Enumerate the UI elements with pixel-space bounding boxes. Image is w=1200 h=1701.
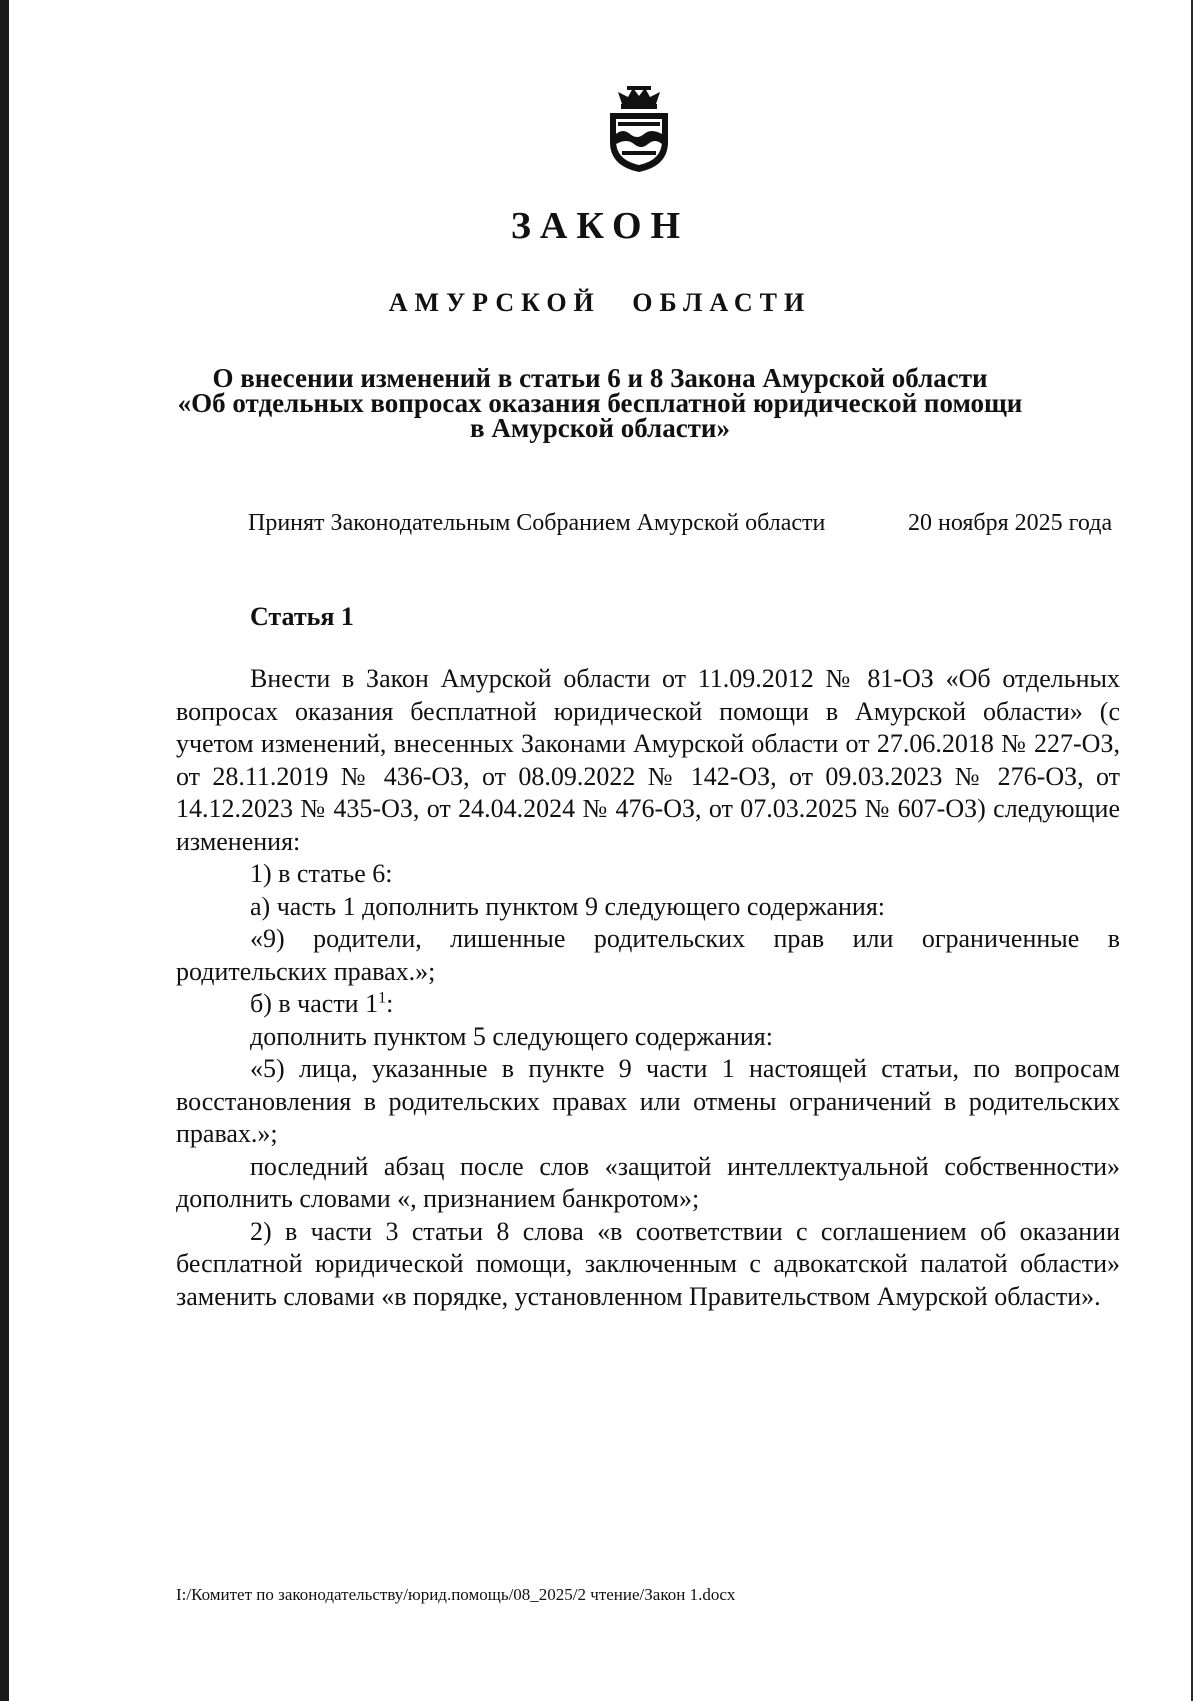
file-path-footer: I:/Комитет по законодательству/юрид.помощь/08_2025/2 чтение/Закон 1.docx (176, 1585, 736, 1604)
paragraph: последний абзац после слов «защитой интеллектуальной собственности» дополнить словами «, признанием банкротом»; (176, 1151, 1120, 1213)
coat-of-arms-icon (604, 84, 674, 174)
paragraph: 2) в части 3 статьи 8 слова «в соответствии с соглашением об оказании бесплатной юридической помощи, заключенным с адвокатской палатой области» заменить словами «в порядке, установленном Правительством Амурской области». (176, 1216, 1120, 1311)
heading-line-2: «Об отдельных вопросах оказания бесплатной юридической помощи (177, 388, 1023, 418)
adoption-date: 20 ноября 2025 года (908, 510, 1113, 536)
paragraph: «5) лица, указанные в пункте 9 части 1 настоящей статьи, по вопросам восстановления в родительских правах или отмены ограничений в родительских правах.»; (176, 1054, 1120, 1148)
document-heading (150, 363, 1050, 443)
heading-line-3: в Амурской области» (469, 413, 730, 443)
heading-line-1: О внесении изменений в статьи 6 и 8 Закона Амурской области (212, 363, 988, 393)
paragraph: Внести в Закон Амурской области от 11.09.2012 № 81-ОЗ «Об отдельных вопросах оказания бесплатной юридической помощи в Амурской области» (с учетом изменений, внесенных Законами Амурской области от 27.06.2018 № 227-ОЗ, от 28.11.2019 № 436-ОЗ, от 08.09.2022 № 142-ОЗ, от 09.03.2023 № 276-ОЗ, от 14.12.2023 № 435-ОЗ, от 24.04.2024 № 476-ОЗ, от 07.03.2025 № 607-ОЗ) следующие изменения: (176, 664, 1120, 856)
paragraph: «9) родители, лишенные родительских прав или ограниченные в родительских правах.»; (176, 924, 1120, 986)
paragraph-suffix: : (386, 989, 394, 1018)
article-title: Статья 1 (250, 602, 354, 631)
paragraph (176, 988, 1120, 1021)
scan-edge-right (1191, 0, 1193, 1701)
paragraph: а) часть 1 дополнить пунктом 9 следующего содержания: (250, 891, 886, 921)
document-subtitle: АМУРСКОЙ ОБЛАСТИ (388, 288, 812, 317)
document-title: ЗАКОН (510, 205, 690, 247)
adoption-text: Принят Законодательным Собранием Амурской области (248, 510, 826, 536)
superscript: 1 (378, 989, 387, 1007)
article-body (176, 663, 1120, 1313)
paragraph-text: б) в части 1 (250, 989, 379, 1018)
scan-edge-left (0, 0, 9, 1701)
paragraph: 1) в статье 6: (250, 859, 393, 888)
paragraph: дополнить пунктом 5 следующего содержания: (250, 1021, 773, 1051)
